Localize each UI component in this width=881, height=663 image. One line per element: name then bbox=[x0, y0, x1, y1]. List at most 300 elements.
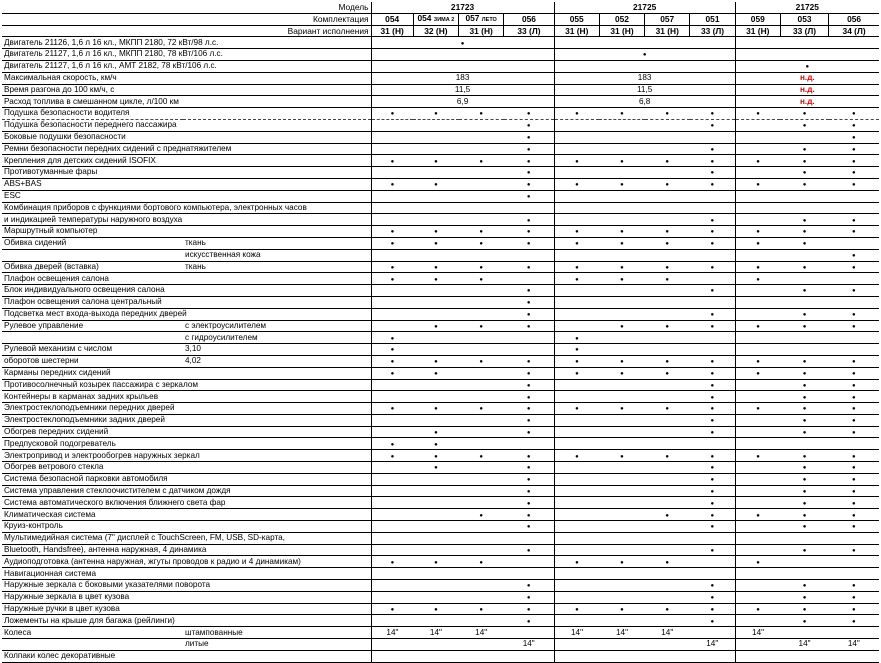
feature-cell bbox=[645, 249, 690, 261]
feature-cell bbox=[554, 544, 599, 556]
feature-cell bbox=[735, 296, 780, 308]
feature-cell bbox=[371, 296, 413, 308]
feature-dot bbox=[479, 262, 483, 271]
feature-cell bbox=[645, 568, 690, 580]
feature-dot bbox=[803, 321, 807, 330]
feature-cell bbox=[371, 462, 413, 474]
feature-cell bbox=[371, 261, 413, 273]
feature-cell bbox=[459, 391, 504, 403]
feature-row bbox=[2, 650, 879, 662]
feature-dot bbox=[852, 462, 856, 471]
feature-cell bbox=[829, 615, 879, 627]
feature-label: Плафон освещения салона bbox=[2, 273, 371, 285]
feature-cell bbox=[554, 556, 599, 568]
feature-cell bbox=[599, 296, 644, 308]
feature-dot bbox=[391, 356, 395, 365]
feature-dot bbox=[803, 356, 807, 365]
feature-row bbox=[2, 591, 879, 603]
speed-value: 183 bbox=[371, 72, 554, 84]
feature-dot bbox=[852, 156, 856, 165]
feature-dot bbox=[710, 580, 714, 589]
feature-cell bbox=[780, 178, 828, 190]
feature-label: Наружные ручки в цвет кузова bbox=[2, 603, 371, 615]
feature-cell bbox=[780, 509, 828, 521]
feature-dot bbox=[527, 226, 531, 235]
feature-cell bbox=[504, 202, 554, 214]
feature-dot bbox=[803, 368, 807, 377]
feature-label: Обивка сидений bbox=[2, 237, 183, 249]
feature-cell bbox=[599, 379, 644, 391]
feature-cell bbox=[829, 261, 879, 273]
feature-label: оборотов шестерни bbox=[2, 355, 183, 367]
feature-cell bbox=[690, 320, 735, 332]
feature-cell bbox=[645, 273, 690, 285]
feature-cell bbox=[599, 650, 644, 662]
feature-dot bbox=[620, 356, 624, 365]
feature-dot bbox=[803, 215, 807, 224]
feature-dot bbox=[665, 604, 669, 613]
feature-label: Блок индивидуального освещения салона bbox=[2, 285, 371, 297]
feature-cell bbox=[690, 521, 735, 533]
feature-row bbox=[2, 355, 879, 367]
feature-dot bbox=[852, 427, 856, 436]
feature-cell bbox=[690, 568, 735, 580]
feature-cell bbox=[780, 367, 828, 379]
feature-cell bbox=[645, 580, 690, 592]
feature-dot bbox=[479, 451, 483, 460]
feature-dot bbox=[756, 321, 760, 330]
feature-cell bbox=[780, 403, 828, 415]
feature-cell: 14" bbox=[413, 627, 458, 639]
feature-cell bbox=[690, 603, 735, 615]
feature-cell bbox=[599, 273, 644, 285]
feature-cell bbox=[371, 639, 413, 651]
feature-cell bbox=[690, 214, 735, 226]
feature-dot bbox=[803, 238, 807, 247]
feature-cell bbox=[504, 178, 554, 190]
feature-cell bbox=[829, 155, 879, 167]
feature-cell bbox=[459, 143, 504, 155]
feature-cell bbox=[413, 426, 458, 438]
feature-dot bbox=[803, 604, 807, 613]
feature-cell bbox=[371, 450, 413, 462]
feature-dot bbox=[575, 156, 579, 165]
feature-cell bbox=[645, 131, 690, 143]
feature-cell bbox=[780, 108, 828, 120]
feature-cell bbox=[735, 497, 780, 509]
feature-cell bbox=[829, 167, 879, 179]
feature-cell bbox=[554, 285, 599, 297]
feature-dot bbox=[391, 274, 395, 283]
feature-dot bbox=[710, 179, 714, 188]
feature-dot bbox=[575, 557, 579, 566]
feature-cell bbox=[413, 521, 458, 533]
feature-dot bbox=[527, 392, 531, 401]
feature-label: ESC bbox=[2, 190, 371, 202]
feature-cell bbox=[735, 167, 780, 179]
feature-cell bbox=[735, 143, 780, 155]
feature-cell bbox=[780, 237, 828, 249]
feature-dot bbox=[527, 604, 531, 613]
feature-dot bbox=[803, 403, 807, 412]
feature-row bbox=[2, 249, 879, 261]
feature-cell bbox=[645, 544, 690, 556]
feature-cell bbox=[554, 462, 599, 474]
feature-cell bbox=[735, 450, 780, 462]
feature-dot bbox=[479, 403, 483, 412]
feature-cell bbox=[690, 650, 735, 662]
feature-dot bbox=[620, 403, 624, 412]
feature-label: Электростеклоподъемники задних дверей bbox=[2, 414, 371, 426]
feature-label: Рулевой механизм с числом bbox=[2, 344, 183, 356]
feature-dot bbox=[803, 226, 807, 235]
feature-cell bbox=[645, 532, 690, 544]
feature-dot bbox=[803, 427, 807, 436]
feature-dot bbox=[391, 179, 395, 188]
feature-cell bbox=[599, 580, 644, 592]
feature-cell bbox=[459, 367, 504, 379]
feature-cell bbox=[829, 119, 879, 131]
feature-dot bbox=[527, 262, 531, 271]
feature-cell bbox=[554, 639, 599, 651]
feature-dot bbox=[803, 592, 807, 601]
feature-row bbox=[2, 509, 879, 521]
feature-label: Контейнеры в карманах задних крыльев bbox=[2, 391, 371, 403]
feature-cell bbox=[645, 556, 690, 568]
feature-dot bbox=[527, 498, 531, 507]
feature-cell bbox=[459, 473, 504, 485]
feature-cell bbox=[690, 497, 735, 509]
feature-cell bbox=[413, 450, 458, 462]
feature-cell bbox=[829, 414, 879, 426]
feature-cell bbox=[504, 119, 554, 131]
feature-cell bbox=[735, 591, 780, 603]
feature-cell bbox=[735, 615, 780, 627]
feature-cell bbox=[504, 462, 554, 474]
feature-dot bbox=[527, 380, 531, 389]
feature-cell bbox=[371, 556, 413, 568]
variant-row bbox=[2, 25, 879, 37]
feature-cell bbox=[554, 167, 599, 179]
feature-cell bbox=[371, 521, 413, 533]
feature-cell bbox=[504, 485, 554, 497]
feature-dot bbox=[434, 557, 438, 566]
feature-dot bbox=[527, 545, 531, 554]
feature-cell bbox=[735, 355, 780, 367]
feature-cell bbox=[554, 532, 599, 544]
feature-cell bbox=[735, 403, 780, 415]
feature-cell bbox=[371, 332, 413, 344]
feature-cell bbox=[554, 403, 599, 415]
feature-dot bbox=[575, 604, 579, 613]
feature-cell bbox=[371, 615, 413, 627]
feature-dot bbox=[527, 451, 531, 460]
feature-dot bbox=[803, 167, 807, 176]
feature-cell bbox=[459, 320, 504, 332]
feature-dot bbox=[710, 262, 714, 271]
feature-dot bbox=[434, 439, 438, 448]
feature-dot bbox=[756, 274, 760, 283]
feature-label: Электростеклоподъемники передних дверей bbox=[2, 403, 371, 415]
accel-label: Время разгона до 100 км/ч, с bbox=[2, 84, 371, 96]
feature-cell bbox=[554, 603, 599, 615]
feature-cell bbox=[690, 379, 735, 391]
feature-cell bbox=[459, 108, 504, 120]
feature-cell bbox=[735, 473, 780, 485]
engine-row bbox=[2, 60, 879, 72]
feature-label: и индикацией температуры наружного воздуха bbox=[2, 214, 371, 226]
feature-cell bbox=[459, 650, 504, 662]
feature-cell bbox=[371, 320, 413, 332]
feature-cell bbox=[645, 237, 690, 249]
feature-sublabel: литые bbox=[183, 639, 371, 651]
feature-cell bbox=[690, 131, 735, 143]
feature-cell bbox=[645, 509, 690, 521]
feature-cell: 14" bbox=[735, 627, 780, 639]
feature-cell bbox=[690, 332, 735, 344]
feature-cell bbox=[645, 379, 690, 391]
feature-row bbox=[2, 426, 879, 438]
feature-cell bbox=[599, 308, 644, 320]
feature-cell bbox=[690, 261, 735, 273]
feature-cell bbox=[690, 108, 735, 120]
feature-cell bbox=[504, 190, 554, 202]
feature-cell bbox=[645, 178, 690, 190]
feature-cell bbox=[735, 226, 780, 238]
feature-cell bbox=[371, 273, 413, 285]
feature-row bbox=[2, 379, 879, 391]
feature-cell bbox=[735, 556, 780, 568]
feature-cell bbox=[599, 108, 644, 120]
feature-cell bbox=[780, 473, 828, 485]
feature-cell bbox=[645, 391, 690, 403]
feature-label: Наружные зеркала в цвет кузова bbox=[2, 591, 371, 603]
feature-row bbox=[2, 143, 879, 155]
feature-cell bbox=[690, 285, 735, 297]
feature-cell bbox=[829, 403, 879, 415]
feature-cell bbox=[504, 379, 554, 391]
feature-cell bbox=[780, 438, 828, 450]
feature-dot bbox=[527, 486, 531, 495]
feature-cell bbox=[645, 521, 690, 533]
feature-cell bbox=[780, 344, 828, 356]
feature-cell bbox=[735, 155, 780, 167]
feature-dot bbox=[527, 580, 531, 589]
feature-cell bbox=[735, 237, 780, 249]
feature-cell bbox=[459, 532, 504, 544]
feature-dot bbox=[852, 368, 856, 377]
feature-cell bbox=[371, 285, 413, 297]
trim-suffix: ЗИМА 2 bbox=[433, 17, 455, 24]
feature-dot bbox=[852, 592, 856, 601]
feature-cell bbox=[735, 639, 780, 651]
feature-sublabel: с электроусилителем bbox=[183, 320, 371, 332]
feature-cell bbox=[645, 650, 690, 662]
trim-cell: 055 bbox=[554, 13, 599, 25]
feature-dot bbox=[803, 144, 807, 153]
feature-cell bbox=[371, 591, 413, 603]
feature-dot bbox=[575, 238, 579, 247]
feature-cell bbox=[554, 650, 599, 662]
feature-cell bbox=[829, 627, 879, 639]
feature-cell bbox=[371, 143, 413, 155]
feature-cell bbox=[829, 603, 879, 615]
feature-dot bbox=[710, 604, 714, 613]
feature-dot bbox=[391, 333, 395, 342]
feature-cell bbox=[780, 379, 828, 391]
feature-cell bbox=[504, 603, 554, 615]
feature-cell bbox=[554, 273, 599, 285]
feature-cell bbox=[459, 544, 504, 556]
feature-cell bbox=[459, 355, 504, 367]
feature-cell bbox=[645, 355, 690, 367]
feature-cell bbox=[554, 414, 599, 426]
feature-cell bbox=[504, 131, 554, 143]
feature-cell: 14" bbox=[371, 627, 413, 639]
feature-cell bbox=[645, 119, 690, 131]
feature-cell bbox=[459, 131, 504, 143]
feature-dot bbox=[852, 356, 856, 365]
trim-cell bbox=[459, 13, 504, 25]
feature-dot bbox=[665, 510, 669, 519]
feature-cell bbox=[645, 226, 690, 238]
feature-dot bbox=[756, 368, 760, 377]
feature-cell bbox=[829, 332, 879, 344]
feature-dot bbox=[756, 262, 760, 271]
feature-cell bbox=[645, 438, 690, 450]
feature-cell bbox=[780, 556, 828, 568]
feature-dot bbox=[575, 226, 579, 235]
feature-cell bbox=[645, 462, 690, 474]
feature-dot bbox=[479, 156, 483, 165]
feature-cell bbox=[459, 403, 504, 415]
feature-label: Ремни безопасности передних сидений с преднатяжителем bbox=[2, 143, 371, 155]
feature-dot bbox=[527, 297, 531, 306]
engine-row bbox=[2, 37, 879, 49]
feature-dot bbox=[852, 262, 856, 271]
feature-dot bbox=[461, 38, 465, 47]
feature-cell bbox=[371, 202, 413, 214]
feature-dot bbox=[527, 108, 531, 117]
feature-cell bbox=[371, 568, 413, 580]
feature-cell bbox=[371, 485, 413, 497]
feature-cell bbox=[599, 119, 644, 131]
feature-cell bbox=[829, 344, 879, 356]
feature-dot bbox=[852, 451, 856, 460]
feature-cell bbox=[459, 344, 504, 356]
feature-dot bbox=[527, 616, 531, 625]
feature-cell bbox=[735, 131, 780, 143]
feature-cell bbox=[504, 108, 554, 120]
feature-dot bbox=[527, 521, 531, 530]
feature-cell bbox=[645, 591, 690, 603]
feature-cell bbox=[735, 273, 780, 285]
feature-dot bbox=[434, 226, 438, 235]
fuel-label: Расход топлива в смешанном цикле, л/100 км bbox=[2, 96, 371, 108]
feature-cell bbox=[371, 379, 413, 391]
model-row bbox=[2, 2, 879, 13]
feature-cell bbox=[645, 308, 690, 320]
feature-cell bbox=[504, 285, 554, 297]
feature-label: Климатическая система bbox=[2, 509, 371, 521]
feature-cell bbox=[554, 249, 599, 261]
feature-cell bbox=[504, 237, 554, 249]
feature-dot bbox=[852, 580, 856, 589]
feature-cell bbox=[599, 615, 644, 627]
feature-dot bbox=[479, 510, 483, 519]
feature-cell bbox=[780, 308, 828, 320]
feature-dot bbox=[710, 309, 714, 318]
feature-cell bbox=[780, 497, 828, 509]
feature-cell bbox=[459, 226, 504, 238]
feature-cell bbox=[735, 367, 780, 379]
feature-cell bbox=[459, 285, 504, 297]
feature-dot bbox=[710, 167, 714, 176]
feature-cell bbox=[780, 603, 828, 615]
feature-dot bbox=[852, 474, 856, 483]
feature-cell bbox=[780, 273, 828, 285]
feature-cell bbox=[459, 249, 504, 261]
feature-cell bbox=[504, 320, 554, 332]
feature-dot bbox=[852, 415, 856, 424]
feature-cell bbox=[829, 285, 879, 297]
feature-cell bbox=[413, 273, 458, 285]
accel-value: 11,5 bbox=[371, 84, 554, 96]
trim-cell bbox=[413, 13, 458, 25]
feature-cell bbox=[504, 650, 554, 662]
feature-cell bbox=[554, 438, 599, 450]
feature-dot bbox=[620, 156, 624, 165]
feature-row bbox=[2, 190, 879, 202]
feature-cell bbox=[690, 532, 735, 544]
feature-dot bbox=[620, 368, 624, 377]
feature-cell bbox=[554, 119, 599, 131]
feature-dot bbox=[852, 380, 856, 389]
feature-cell bbox=[504, 391, 554, 403]
feature-dot bbox=[391, 226, 395, 235]
feature-cell: 14" bbox=[690, 639, 735, 651]
feature-cell bbox=[459, 426, 504, 438]
feature-dot bbox=[643, 49, 647, 58]
feature-cell bbox=[780, 650, 828, 662]
feature-cell bbox=[829, 462, 879, 474]
feature-dot bbox=[527, 215, 531, 224]
feature-cell bbox=[504, 473, 554, 485]
feature-cell bbox=[735, 532, 780, 544]
feature-dot bbox=[756, 510, 760, 519]
feature-cell bbox=[554, 237, 599, 249]
feature-sublabel: ткань bbox=[183, 237, 371, 249]
feature-cell bbox=[690, 273, 735, 285]
feature-dot bbox=[620, 262, 624, 271]
feature-cell bbox=[371, 178, 413, 190]
feature-cell: 14" bbox=[554, 627, 599, 639]
feature-dot bbox=[479, 557, 483, 566]
feature-cell bbox=[780, 131, 828, 143]
feature-dot bbox=[710, 592, 714, 601]
feature-row bbox=[2, 580, 879, 592]
feature-dot bbox=[391, 344, 395, 353]
feature-dot bbox=[527, 592, 531, 601]
feature-dot bbox=[620, 108, 624, 117]
feature-cell bbox=[459, 237, 504, 249]
feature-dot bbox=[665, 403, 669, 412]
feature-cell bbox=[690, 403, 735, 415]
feature-dot bbox=[620, 451, 624, 460]
feature-cell bbox=[735, 509, 780, 521]
feature-cell bbox=[413, 639, 458, 651]
feature-cell bbox=[780, 391, 828, 403]
